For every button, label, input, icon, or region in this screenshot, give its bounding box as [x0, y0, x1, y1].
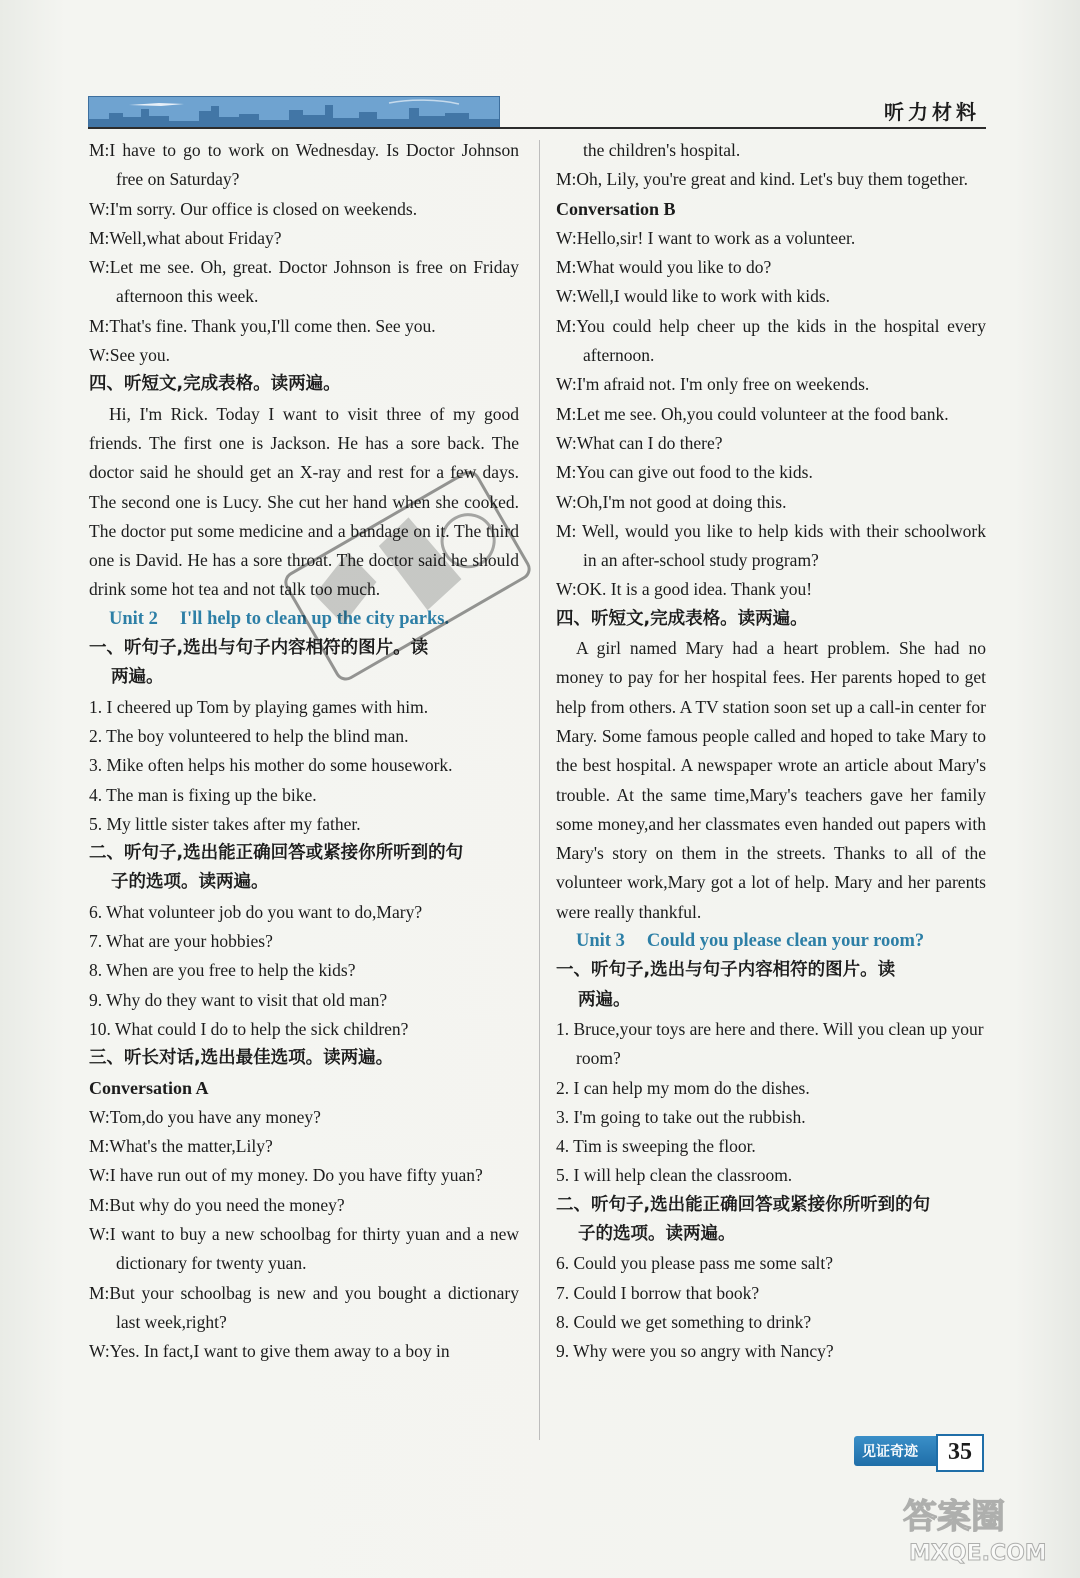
dialog-line: M: Well, would you like to help kids with their schoolwork in an after-school study program?: [556, 520, 986, 571]
list-item: 10. What could I do to help the sick children?: [89, 1018, 409, 1039]
section-heading: 四、听短文,完成表格。读两遍。: [556, 608, 808, 629]
list-item: 9. Why were you so angry with Nancy?: [556, 1341, 834, 1362]
header-title: 听力材料: [884, 100, 980, 124]
section-heading-line: 两遍。: [578, 989, 631, 1010]
dialog-line: M:But your schoolbag is new and you bought a dictionary last week,right?: [89, 1282, 519, 1332]
dialog-line: W:Hello,sir! I want to work as a volunteer.: [556, 227, 856, 248]
section-heading-line: 一、听句子,选出与句子内容相符的图片。读: [556, 960, 896, 981]
list-item: 3. Mike often helps his mother do some housework.: [89, 755, 453, 776]
dialog-line: M:What would you like to do?: [556, 257, 772, 278]
dialog-line: W:I have run out of my money. Do you have fifty yuan?: [89, 1165, 483, 1186]
section-heading-line: 两遍。: [111, 667, 164, 688]
dialog-line: M:Well,what about Friday?: [89, 227, 282, 248]
list-item: 7. Could I borrow that book?: [556, 1282, 760, 1303]
list-item: 5. My little sister takes after my father.: [89, 813, 361, 834]
dialog-line: W:See you.: [89, 345, 170, 366]
dialog-line: W:I want to buy a new schoolbag for thirty yuan and a new dictionary for twenty yuan.: [89, 1223, 519, 1274]
dialog-line: W:Yes. In fact,I want to give them away to a boy in: [89, 1341, 450, 1362]
dialog-line: W:Tom,do you have any money?: [89, 1106, 321, 1127]
site-watermark-logo: [895, 1480, 1045, 1570]
listening-passage: A girl named Mary had a heart problem. She had no money to pay for her hospital fees. Her parents hoped to get help from others. A TV station soon set up a call-in center for Mary. Some famous people called and hoped to take Mary to the best hospital. A newspaper wrote an article about Mary's trouble. At the same time,Mary's teachers gave her family some money,and her classmates even handed out papers with Mary's story on them in the streets. Thanks to all of the volunteer work,Mary got a lot of help. Mary and her parents were really thankful.: [556, 638, 986, 922]
list-item: 5. I will help clean the classroom.: [556, 1165, 793, 1186]
list-item: 8. Could we get something to drink?: [556, 1311, 812, 1332]
listening-passage: Hi, I'm Rick. Today I want to visit three of my good friends. The first one is Jackson. He has a sore back. The doctor said he should get an X-ray and rest for a few days. The second one is Lucy. She cut her hand when she cooked. The doctor put some medicine and a bandage on it. The third one is David. He has a sore throat. The doctor said he should drink some hot tea and not talk too much.: [89, 403, 519, 600]
dialog-line: W:OK. It is a good idea. Thank you!: [556, 579, 813, 600]
column-divider: [539, 140, 540, 1440]
dialog-line: M:You could help cheer up the kids in the hospital every afternoon.: [556, 315, 986, 366]
list-item: 1. Bruce,your toys are here and there. Will you clean up your room?: [556, 1018, 984, 1069]
list-item: 6. What volunteer job do you want to do,Mary?: [89, 901, 423, 922]
section-heading: [556, 1191, 986, 1250]
dialog-line: M:That's fine. Thank you,I'll come then. See you.: [89, 315, 436, 336]
list-item: 2. I can help my mom do the dishes.: [556, 1077, 810, 1098]
dialog-line: the children's hospital.: [583, 140, 741, 160]
dialog-line: M:But why do you need the money?: [89, 1194, 345, 1215]
svg-text:MXQE.COM: MXQE.COM: [909, 1541, 1045, 1566]
svg-text:答案圈: 答案圈: [903, 1497, 1005, 1537]
unit-title: Could you please clean your room?: [646, 931, 925, 952]
section-heading-line: 子的选项。读两遍。: [578, 1223, 736, 1244]
unit-heading: [556, 927, 986, 956]
unit-title: I'll help to clean up the city parks.: [179, 608, 450, 629]
dialog-line: W:What can I do there?: [556, 432, 723, 453]
section-heading-line: 二、听句子,选出能正确回答或紧接你所听到的句: [556, 1194, 931, 1215]
footer-brand: 见证奇迹: [862, 1444, 918, 1460]
list-item: 6. Could you please pass me some salt?: [556, 1253, 834, 1274]
section-heading: [89, 634, 519, 693]
footer-brand-tab: [854, 1436, 984, 1466]
unit-number: Unit 3: [576, 931, 625, 952]
section-heading-line: 一、听句子,选出与句子内容相符的图片。读: [89, 638, 429, 659]
dialog-line: M:Oh, Lily, you're great and kind. Let's buy them together.: [556, 169, 968, 190]
left-column: [89, 136, 519, 1366]
dialog-line: M:What's the matter,Lily?: [89, 1136, 273, 1157]
conversation-heading: Conversation A: [89, 1077, 209, 1098]
list-item: 4. Tim is sweeping the floor.: [556, 1136, 756, 1157]
header-rule: [88, 127, 986, 129]
section-heading: 三、听长对话,选出最佳选项。读两遍。: [89, 1048, 394, 1069]
right-column: [556, 136, 986, 1366]
unit-number: Unit 2: [109, 608, 158, 629]
dialog-line: W:I'm sorry. Our office is closed on weekends.: [89, 198, 418, 219]
list-item: 8. When are you free to help the kids?: [89, 960, 356, 981]
unit-heading: [89, 605, 519, 634]
section-heading: [89, 839, 519, 898]
dialog-line: W:Well,I would like to work with kids.: [556, 286, 831, 307]
list-item: 9. Why do they want to visit that old man?: [89, 989, 388, 1010]
section-heading-line: 子的选项。读两遍。: [111, 872, 269, 893]
list-item: 3. I'm going to take out the rubbish.: [556, 1106, 806, 1127]
section-heading-line: 二、听句子,选出能正确回答或紧接你所听到的句: [89, 843, 464, 864]
dialog-line: M:You can give out food to the kids.: [556, 462, 813, 483]
dialog-line: W:Oh,I'm not good at doing this.: [556, 491, 787, 512]
list-item: 2. The boy volunteered to help the blind man.: [89, 725, 409, 746]
dialog-line: M:I have to go to work on Wednesday. Is Doctor Johnson free on Saturday?: [89, 140, 519, 190]
list-item: 7. What are your hobbies?: [89, 931, 273, 952]
header-banner-image: [88, 96, 500, 128]
section-heading: [556, 956, 986, 1015]
dialog-line: W:I'm afraid not. I'm only free on weekends.: [556, 374, 870, 395]
dialog-line: M:Let me see. Oh,you could volunteer at the food bank.: [556, 403, 949, 424]
section-heading: 四、听短文,完成表格。读两遍。: [89, 374, 341, 395]
list-item: 1. I cheered up Tom by playing games with him.: [89, 696, 429, 717]
page-number: 35: [936, 1434, 984, 1472]
dialog-line: W:Let me see. Oh, great. Doctor Johnson is free on Friday afternoon this week.: [89, 257, 519, 307]
conversation-heading: Conversation B: [556, 198, 676, 219]
list-item: 4. The man is fixing up the bike.: [89, 784, 317, 805]
